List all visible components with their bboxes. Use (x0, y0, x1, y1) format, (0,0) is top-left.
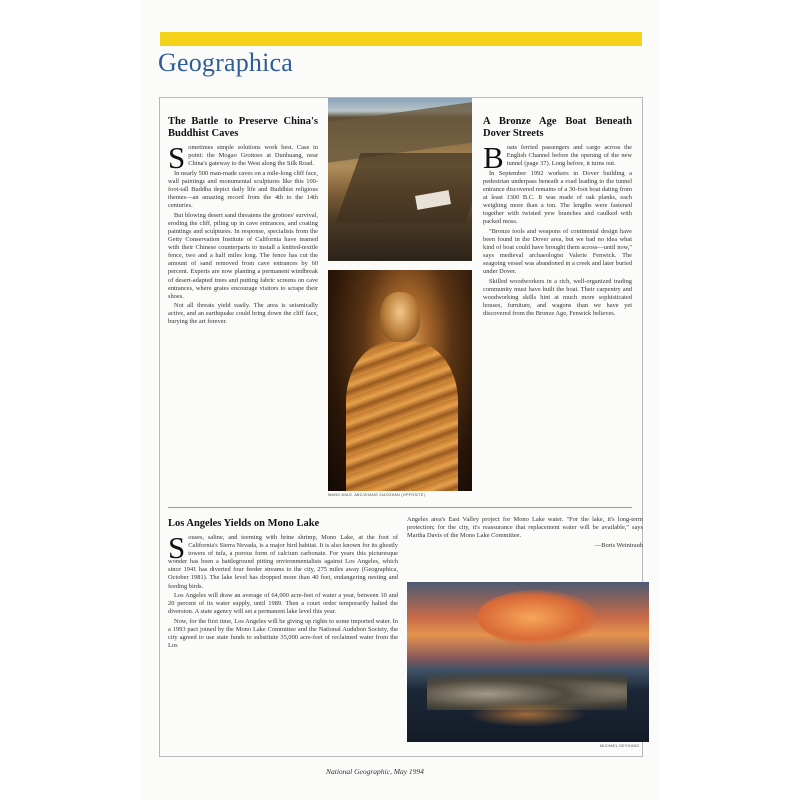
lake-photo-credit: MICHAEL DEYOUNG (600, 744, 640, 748)
mono-paragraph: Los Angeles will draw an average of 64,000 acre-feet of water a year, between 10 and 20 percent of its water supply, until 1989. Then a court order temporarily halted the diversion. A state agency will set a permanent lake level this year. (168, 592, 398, 616)
mono-paragraph (168, 530, 398, 591)
article-mono-lake (168, 518, 398, 652)
boat-paragraph: Skilled woodworkers in a rich, well-organized trading community must have built the boat. Their carpentry and woodworking skills hint at much more sophisticated houses, furniture, and wagons than we have yet discovered from the Bronze Age, Fenwick believes. (483, 278, 632, 318)
boat-paragraph (483, 140, 632, 175)
water-reflection (467, 702, 587, 727)
mono-headline: Los Angeles Yields on Mono Lake (168, 518, 320, 529)
caves-headline: The Battle to Preserve China's Buddhist Caves (168, 116, 318, 139)
caves-dropcap: S (168, 140, 186, 175)
caves-photo-credit: WANG MIAO, ABC/ZHANG XIAOZHAN (OPPOSITE) (328, 493, 426, 497)
page-footer: National Geographic, May 1994 (326, 767, 424, 776)
sunset-cloud (477, 590, 597, 645)
yellow-border-bar (160, 32, 642, 46)
boat-paragraph: In September 1992 workers in Dover building a pedestrian underpass beneath a road leading to the tunnel entrance discovered remains of a 30-foot boat dating from at least 1300 B.C. It was made of oak planks, each weighing more than a ton. The lengths were fastened together with twisted yew branches and caulked with packed moss. (483, 169, 632, 226)
boat-paragraph-text: oats ferried passengers and cargo across the English Channel before the opening of the new tunnel (page 37). Long before, it turns out. (506, 144, 632, 168)
mono-paragraph: Now, for the first time, Los Angeles will be giving up rights to some imported water. In a 1993 pact joined by the Mono Lake Committee and the National Audubon Society, the city agreed to use state funds to substitute 35,000 acre-feet of reclaimed water from the Los (168, 617, 398, 650)
caves-paragraph-text: ometimes simple solutions work best. Case in point: the Mogao Grottoes at Dunhuang, near China's gateway to the West along the Silk Road. (188, 144, 318, 168)
article-mono-lake-continued (407, 516, 643, 551)
section-title: Geographica (158, 48, 294, 77)
cave-cliff-photo (328, 98, 472, 261)
mono-continuation: Angeles area's East Valley project for Mono Lake water. "For the lake, it's long-term protection; for the city, it's reassurance that replacement water will be available," says Martha Davis of the Mono Lake Committee. (407, 516, 643, 540)
cliff-face (335, 153, 472, 223)
boat-dropcap: B (483, 140, 504, 175)
boat-paragraph: "Bronze tools and weapons of continental design have been found in the Dover area, but we had no idea what kind of boat could have brought them across—until now," says medieval archaeologist Valerie Fenwick. The seagoing vessel was abandoned in a creek and later buried under Dover. (483, 227, 632, 276)
mono-lake-photo (407, 582, 649, 742)
caves-paragraph (168, 140, 318, 175)
boat-headline: A Bronze Age Boat Beneath Dover Streets (483, 116, 632, 139)
buddha-head (380, 292, 420, 342)
buddha-robe (346, 342, 458, 491)
section-divider (168, 507, 632, 508)
caves-paragraph: In nearly 500 man-made caves on a mile-long cliff face, wall paintings and monumental sculptures like this 100-foot-tall Buddha depict daily life and Buddhist religious themes—an amazing record from the 4th to the 14th centuries. (168, 169, 318, 210)
caves-paragraph: Not all threats yield easily. The area is seismically active, and an earthquake could bring down the cliff face, burying the art forever. (168, 302, 318, 326)
mono-dropcap: S (168, 530, 186, 565)
buddha-statue-photo (328, 270, 472, 491)
article-caves (168, 116, 318, 328)
caves-paragraph: But blowing desert sand threatens the grottoes' survival, eroding the cliff, piling up in cave entrances, and coating paintings and sculptures. In response, specialists from the Getty Conservation Institute of California have teamed with their Chinese counterparts to install a knitted-textile fence, two and a half miles long. The fence has cut the amount of sand removed from cave entrances by 60 percent. Experts are now planting a permanent windbreak of desert-adapted trees and putting fabric screens on cave entrances, where grates encourage visitors to scrape their shoes. (168, 211, 318, 300)
author-signature: —Boris Weintraub (594, 541, 643, 549)
mono-paragraph-text: ouses, saline, and teeming with brine shrimp, Mono Lake, at the foot of California's Sierra Nevada, is a major bird habitat. It is also known for its ghostly towers of tufa, a porous form of calcium carbonate. For years this picturesque wonder has been a battleground pitting environmentalists against Los Angeles, which since 1941 has diverted four feeder streams to the city, 275 miles away (Geographica, October 1981). The lake level has dropped more than 40 feet, endangering nesting and feeding birds. (168, 534, 398, 590)
article-boat (483, 116, 632, 320)
